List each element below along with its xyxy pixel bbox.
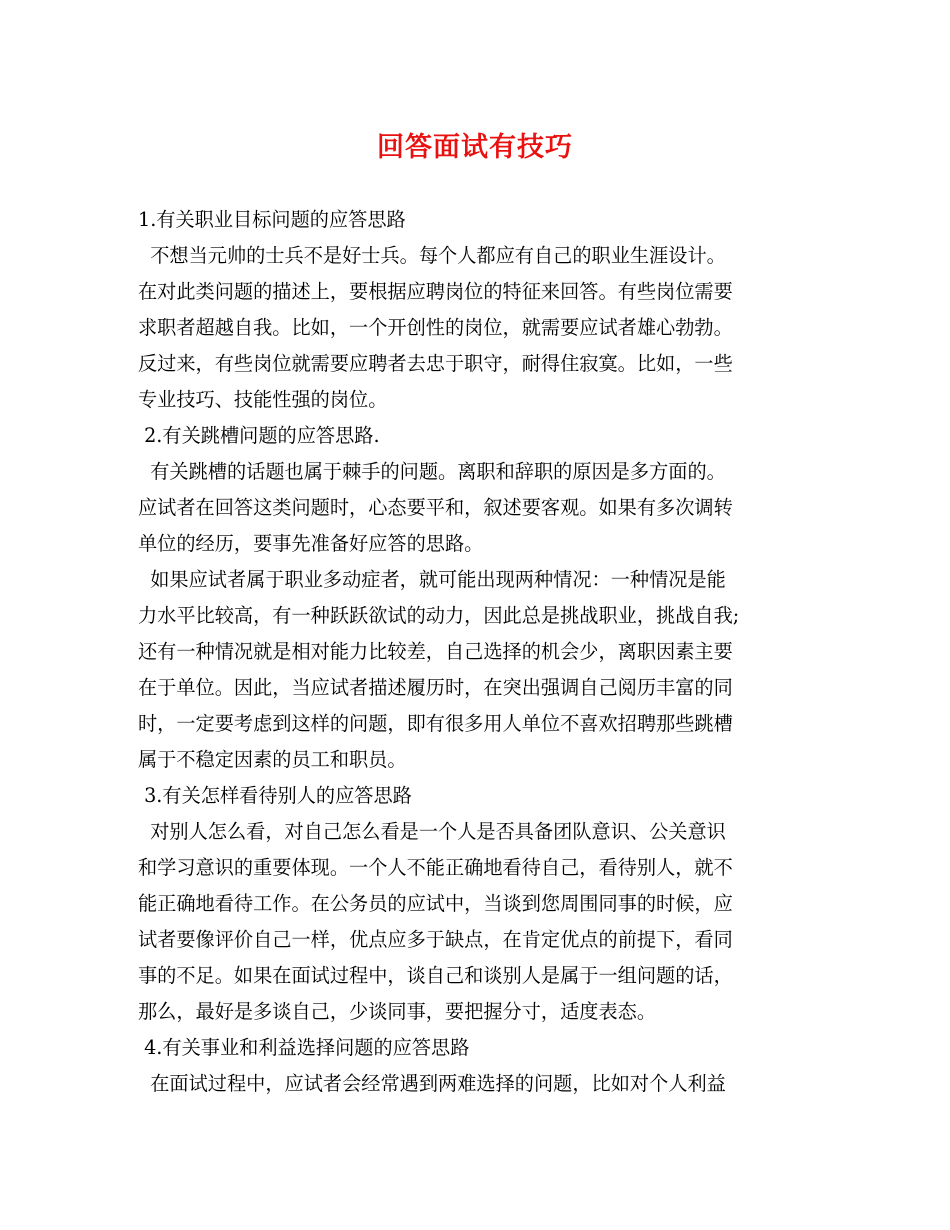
text-line: 反过来，有些岗位就需要应聘者去忠于职守，耐得住寂寞。比如，一些 (138, 352, 733, 375)
document-body (138, 202, 818, 1102)
text-line: 试者要像评价自己一样，优点应多于缺点，在肯定优点的前提下，看同 (138, 928, 733, 951)
text-line: 事的不足。如果在面试过程中，谈自己和谈别人是属于一组问题的话， (138, 964, 733, 987)
document-title: 回答面试有技巧 (377, 132, 573, 163)
text-line: 在于单位。因此，当应试者描述履历时，在突出强调自己阅历丰富的同 (138, 676, 733, 699)
text-line: 专业技巧、技能性强的岗位。 (138, 388, 388, 411)
text-line: 1.有关职业目标问题的应答思路 (138, 208, 406, 231)
text-line: 力水平比较高，有一种跃跃欲试的动力，因此总是挑战职业，挑战自我; (138, 604, 740, 627)
text-line: 2.有关跳槽问题的应答思路. (138, 424, 380, 447)
text-line: 有关跳槽的话题也属于棘手的问题。离职和辞职的原因是多方面的。 (138, 460, 726, 483)
text-line: 对别人怎么看，对自己怎么看是一个人是否具备团队意识、公关意识 (138, 820, 726, 843)
text-line: 单位的经历，要事先准备好应答的思路。 (138, 532, 484, 555)
text-line: 和学习意识的重要体现。一个人不能正确地看待自己，看待别人，就不 (138, 856, 733, 879)
text-line: 3.有关怎样看待别人的应答思路 (138, 784, 412, 807)
text-line: 在面试过程中，应试者会经常遇到两难选择的问题，比如对个人利益 (138, 1072, 726, 1095)
text-line: 时，一定要考虑到这样的问题，即有很多用人单位不喜欢招聘那些跳槽 (138, 712, 733, 735)
text-line: 不想当元帅的士兵不是好士兵。每个人都应有自己的职业生涯设计。 (138, 244, 726, 267)
text-line: 应试者在回答这类问题时，心态要平和，叙述要客观。如果有多次调转 (138, 496, 733, 519)
text-line: 那么，最好是多谈自己，少谈同事，要把握分寸，适度表态。 (138, 1000, 657, 1023)
text-line: 能正确地看待工作。在公务员的应试中，当谈到您周围同事的时候，应 (138, 892, 733, 915)
text-line: 4.有关事业和利益选择问题的应答思路 (138, 1036, 470, 1059)
text-line: 属于不稳定因素的员工和职员。 (138, 748, 407, 771)
text-line: 如果应试者属于职业多动症者，就可能出现两种情况：一种情况是能 (138, 568, 726, 591)
text-line: 在对此类问题的描述上，要根据应聘岗位的特征来回答。有些岗位需要 (138, 280, 733, 303)
text-line: 求职者超越自我。比如，一个开创性的岗位，就需要应试者雄心勃勃。 (138, 316, 733, 339)
text-line: 还有一种情况就是相对能力比较差，自己选择的机会少，离职因素主要 (138, 640, 733, 663)
